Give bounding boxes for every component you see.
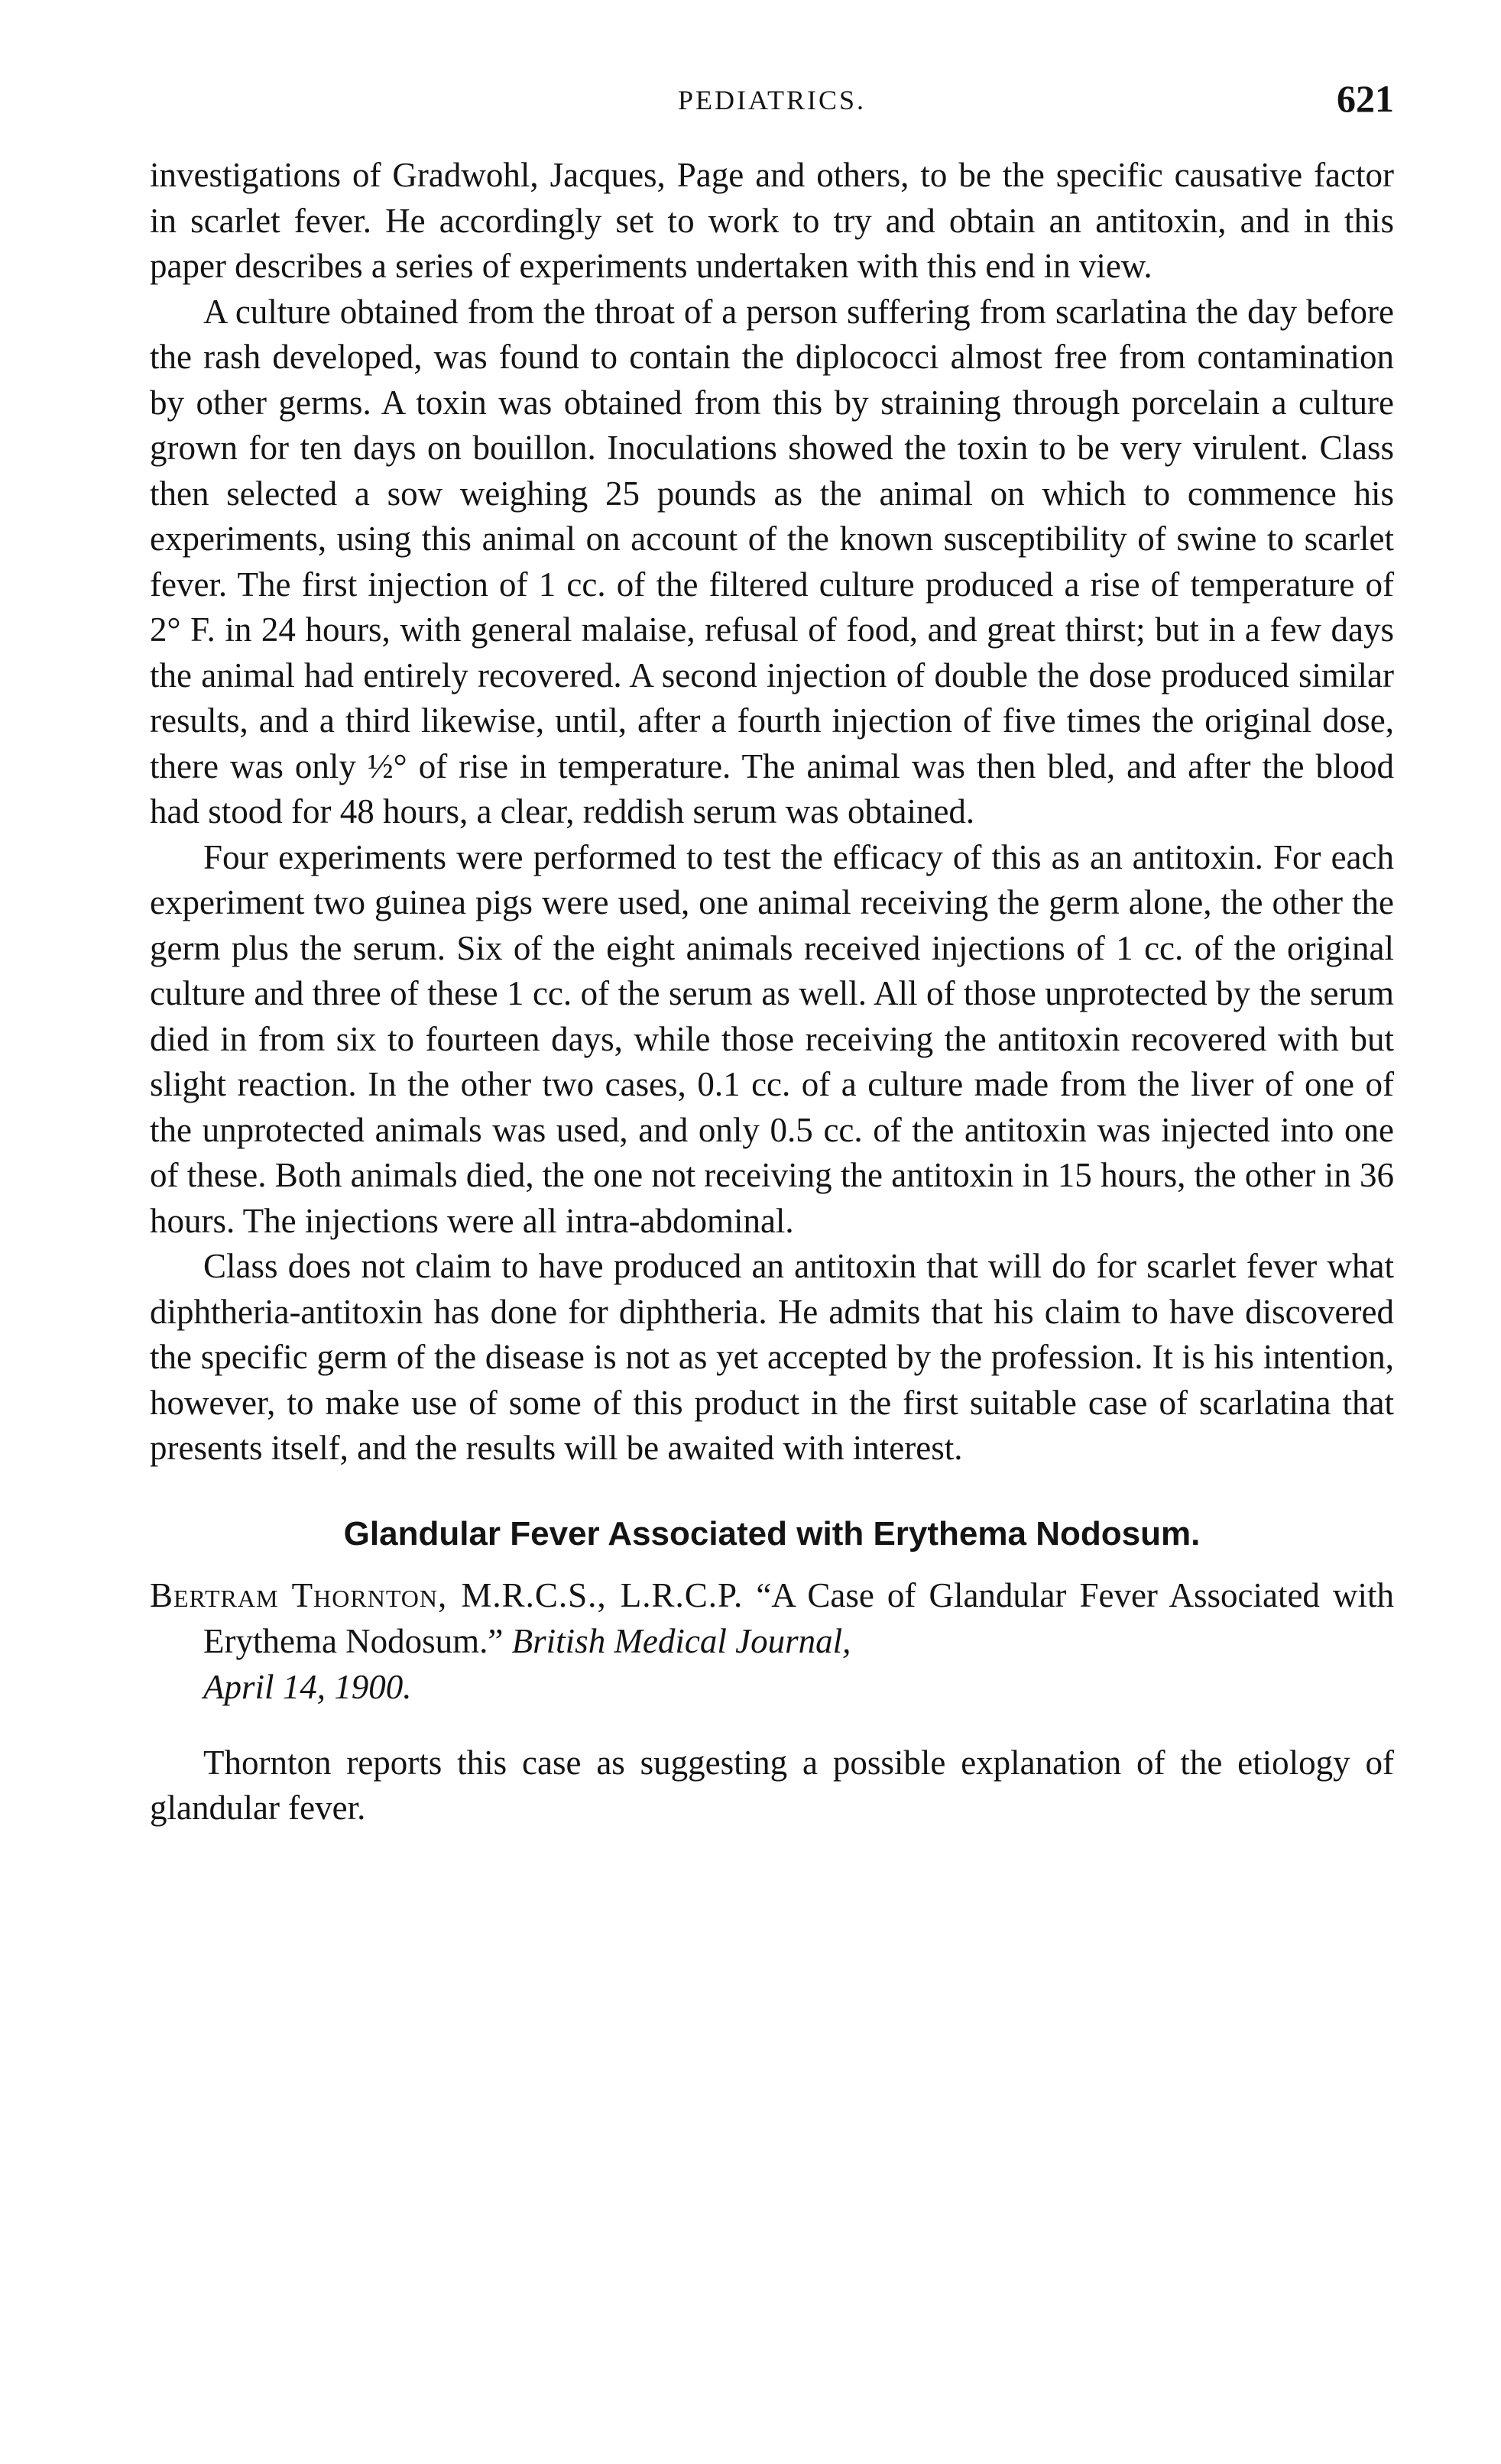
running-title: PEDIATRICS. xyxy=(677,85,867,115)
citation-date: April 14, 1900. xyxy=(203,1667,412,1706)
body-text xyxy=(150,153,1394,1831)
section-heading: Glandular Fever Associated with Erythema Nodosum. xyxy=(343,1514,1201,1553)
paragraph-antitoxin-tests: Four experiments were performed to test the efficacy of this as an antitoxin. For each experiment two guinea pigs were used, one animal receiving the germ alone, the other the germ plus the serum. Six of the eight animals received injections of 1 cc. of the original culture and three of these 1 cc. of the serum as well. All of those unprotected by the serum died in from six to fourteen days, while those receiving the antitoxin recovered with but slight reaction. In the other two cases, 0.1 cc. of a culture made from the liver of one of the unprotected animals was used, and only 0.5 cc. of the antitoxin was injected into one of these. Both animals died, the one not receiving the antitoxin in 15 hours, the other in 36 hours. The injections were all intra-abdominal. xyxy=(150,837,1394,1240)
page-number: 621 xyxy=(1337,77,1394,120)
paragraph-culture-experiment: A culture obtained from the throat of a person suffering from scarlatina the day before the rash developed, was found to contain the diplococci almost free from contamination by other germs. A toxin was obtained from this by straining through porcelain a culture grown for ten days on bouillon. Inoculations showed the toxin to be very virulent. Class then selected a sow weighing 25 pounds as the animal on which to commence his experiments, using this animal on account of the known susceptibility of swine to scarlet fever. The first injection of 1 cc. of the filtered culture produced a rise of temperature of 2° F. in 24 hours, with general malaise, refusal of food, and great thirst; but in a few days the animal had entirely recovered. A second injection of double the dose produced similar results, and a third likewise, until, after a fourth injection of five times the original dose, there was only ½° of rise in temperature. The animal was then bled, and after the blood had stood for 48 hours, a clear, reddish serum was obtained. xyxy=(150,292,1394,831)
citation-journal: British Medical Journal, xyxy=(511,1621,851,1660)
paragraph-continuation: investigations of Gradwohl, Jacques, Page and others, to be the specific causative factor in scarlet fever. He accordingly set to work to try and obtain an antitoxin, and in this paper describes a series of experiments undertaken with this end in view. xyxy=(150,156,1394,285)
spacer xyxy=(150,1710,1394,1740)
citation xyxy=(150,1572,1394,1710)
running-head xyxy=(150,76,1394,130)
citation-title: “A Case of Glandular Fever Associated with Erythema Nodosum.” xyxy=(203,1575,1394,1660)
citation-author: Bertram Thornton, M.R.C.S., L.R.C.P. xyxy=(150,1575,744,1614)
paragraph-conclusion: Class does not claim to have produced an antitoxin that will do for scarlet fever what diphtheria-antitoxin has done for diphtheria. He admits that his claim to have discovered the specific germ of the disease is not as yet accepted by the profession. It is his intention, however, to make use of some of this product in the first suitable case of scarlatina that presents itself, and the results will be awaited with interest. xyxy=(150,1247,1394,1467)
paragraph-summary: Thornton reports this case as suggesting a possible explanation of the etiology of glandular fever. xyxy=(150,1743,1394,1827)
